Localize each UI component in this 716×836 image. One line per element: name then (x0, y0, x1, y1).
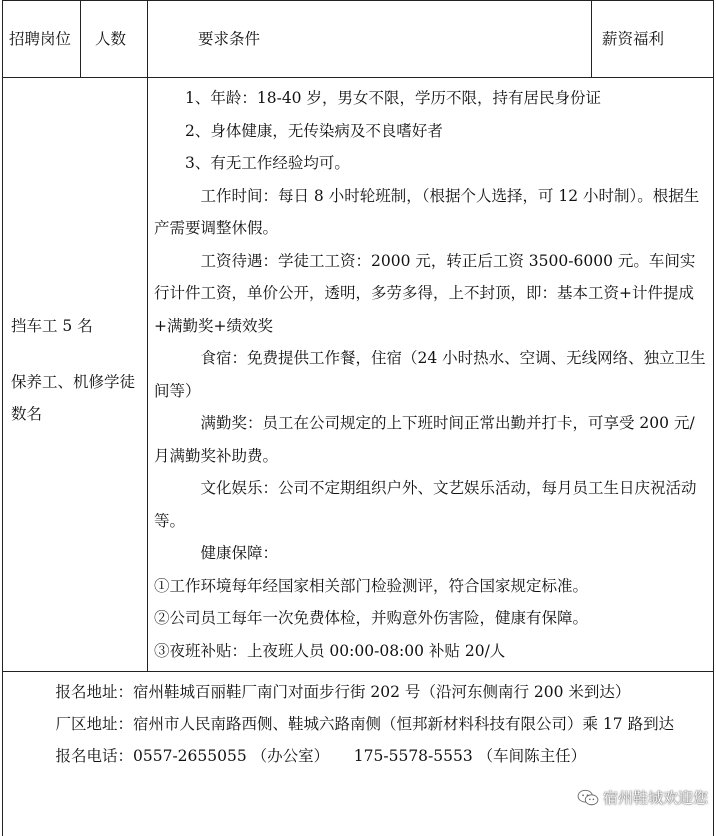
requirement-item: 1、年龄：18-40 岁，男女不限，学历不限，持有居民身份证 (154, 82, 707, 115)
requirements-cell (148, 78, 714, 672)
header-requirements: 要求条件 (148, 1, 592, 78)
requirement-item: ②公司员工每年一次免费体检，并购意外伤害险，健康有保障。 (154, 602, 707, 635)
requirement-item: 文化娱乐：公司不定期组织户外、文艺娱乐活动，每月员工生日庆祝活动等。 (154, 472, 707, 537)
requirement-item: 3、有无工作经验均可。 (154, 147, 707, 180)
signup-address: 报名地址：宿州鞋城百丽鞋厂南门对面步行街 202 号（沿河东侧南行 200 米到达） (9, 676, 707, 708)
requirement-item: 满勤奖：员工在公司规定的上下班时间正常出勤并打卡，可享受 200 元/月满勤奖补助费。 (154, 407, 707, 472)
table-header-row (3, 1, 714, 78)
content-row (3, 78, 714, 672)
header-salary: 薪资福利 (592, 1, 714, 78)
watermark (577, 787, 708, 808)
requirement-item: 2、身体健康，无传染病及不良嗜好者 (154, 115, 707, 148)
signup-phone: 报名电话：0557-2655055 （办公室） 175-5578-5553 （车间陈主任） (9, 740, 707, 772)
requirement-item: ①工作环境每年经国家相关部门检验测评，符合国家规定标准。 (154, 570, 707, 603)
recruitment-table (2, 0, 714, 836)
requirement-item: 工资待遇：学徒工工资：2000 元，转正后工资 3500-6000 元。车间实行计件工资，单价公开，透明，多劳多得，上不封顶，即：基本工资+计件提成+满勤奖+绩效奖 (154, 245, 707, 343)
requirement-item: 健康保障： (154, 537, 707, 570)
requirement-item: 食宿：免费提供工作餐，住宿（24 小时热水、空调、无线网络、独立卫生间等） (154, 342, 707, 407)
position-line-2: 保养工、机修学徒数名 (11, 366, 141, 430)
footer-cell (3, 672, 714, 836)
footer-row (3, 672, 714, 836)
position-cell (3, 78, 81, 672)
header-position: 招聘岗位 (3, 1, 81, 78)
header-count: 人数 (81, 1, 148, 78)
requirement-item: 工作时间：每日 8 小时轮班制，（根据个人选择，可 12 小时制）。根据生产需要调整休假。 (154, 180, 707, 245)
requirement-item: ③夜班补贴：上夜班人员 00:00-08:00 补贴 20/人 (154, 635, 707, 668)
wechat-icon (577, 789, 599, 807)
watermark-text: 宿州鞋城欢迎您 (603, 787, 708, 808)
position-line-1: 挡车工 5 名 (11, 310, 141, 342)
factory-address: 厂区地址：宿州市人民南路西侧、鞋城六路南侧（恒邦新材料科技有限公司）乘 17 路到达 (9, 708, 707, 740)
